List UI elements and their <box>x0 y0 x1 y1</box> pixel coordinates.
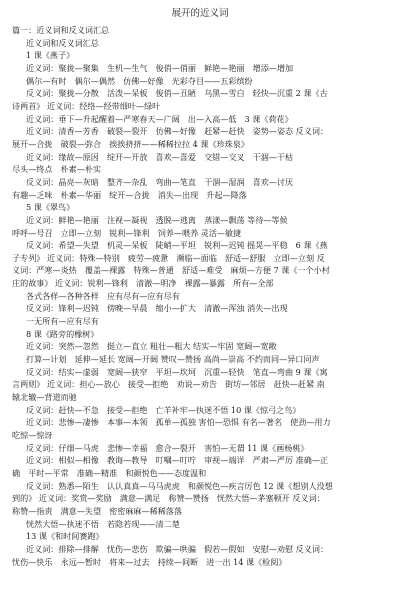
text-line: 偶尔—有时 偶尔—偶然 仿佛—好像 光彩夺目——五彩缤纷 <box>26 75 253 86</box>
text-line: 诗两首》 近义词：经络—经带细叶—绿叶 <box>12 100 161 111</box>
text-line: 义词：严寒—炎热 覆盖—裸露 特殊—普通 舒适—难受 麻烦—方便 7 课《一个小村 <box>12 265 330 276</box>
text-line: 一无所有—应有尽有 <box>26 316 99 327</box>
text-line: 打算—计划 延伸—延长 宽阔—开阔 赞叹—赞扬 高尚—崇高 不约而同—异口同声 <box>26 354 320 365</box>
text-line: 反义词：结实—虚弱 宽阔—狭窄 平坦—坎坷 沉重—轻快 笔直—弯曲 9 课《寓 <box>26 366 328 377</box>
text-line: 反义词：希望—失望 机灵—呆板 陡峭—平坦 锐利—迟钝 摇晃—平稳 6 课《燕 <box>26 240 328 251</box>
text-line: 反义词：熟悉—陌生 认认真真—马马虎虎 和颜悦色—疾言厉色 12 课《想别人没想 <box>26 480 333 491</box>
text-line: 言两则》 近义词：担心—放心 接受—拒绝 劝说—劝告 街坊—邻居 赶快—赶紧 南 <box>12 379 325 390</box>
text-line: 近义词：鲜艳—艳丽 注视—凝视 透脱—逃离 蒸漾—飘荡 等待—等候 <box>26 214 288 225</box>
text-line: 近义词：突然—忽然 挺立—直立 粗壮—粗大 结实—牢固 宽阔—宽敞 <box>26 341 277 352</box>
text-line: 称赞—指责 满意—失望 密密麻麻—稀稀落落 <box>12 505 182 516</box>
text-line: 反义词：仔细—马虎 悲惨—幸福 愈合—裂开 害怕—无谓 11 课《画杨桃》 <box>26 442 309 453</box>
text-line: 反义词：锋利—迟钝 傍晚—早晨 缩小—扩大 清澈—浑浊 消失—出现 <box>26 303 288 314</box>
text-line: 8 课《路旁的橡树》 <box>26 328 99 339</box>
text-line: 近义词：排除—排解 忧伤—悲伤 欺骗—哄骗 假若—假如 安慰—劝慰 反义词： <box>26 543 329 554</box>
text-line: 篇一：近义词和反义词汇总 <box>12 25 110 35</box>
text-line: 近义词和反义词汇总 <box>26 37 99 48</box>
text-line: 反义词：聚拢—分散 活泼—呆板 俊俏—丑陋 乌黑—雪白 轻快—沉重 2 课《古 <box>26 88 328 99</box>
text-line: 恍然大悟—执迷不悟 若隐若现——清二楚 <box>26 518 180 529</box>
text-line: 近义词：相似—相像 教诲—教导 叮嘱—叮咛 审视—端详 严肃—严厉 准确—正 <box>26 455 329 466</box>
text-line: 5 课《翠鸟》 <box>26 202 75 213</box>
text-line: 呼呼—号召 立即—立刻 锐利—锋利 饲养—喂养 灵活—敏捷 <box>12 227 242 238</box>
text-line: 有趣—乏味 朴素—华丽 绽开—合拢 消失—出现 升起—降落 <box>12 189 247 200</box>
text-line: 庄的故事》 近义词：锐利—锋利 清澈—明净 裸露—暴露 所有—全部 <box>12 278 274 289</box>
text-line: 各式各样—各种各样 应有尽有—应有尽有 <box>26 290 180 301</box>
text-line: 近义词：悲惨—凄惨 本事—本领 孤单—孤独 害怕—恐惧 有名—著名 使劲—用力 <box>26 417 331 428</box>
text-line: 近义词：垂下—升起醒着—严寒春天—广阔 出—入高—低 3 课《荷花》 <box>26 113 293 124</box>
text-line: 忧伤—快乐 永远—暂时 将来—过去 持续—间断 进一出 14 课《检阅》 <box>12 556 287 567</box>
text-line: 确 平时—平常 准确—精准 和颜悦色——态度温和 <box>12 467 207 478</box>
text-line: 近义词：清香—芳香 破裂—裂开 仿佛—好像 赶紧—赶快 姿势—姿态 反义词： <box>26 126 329 137</box>
text-line: 展开—合拢 破裂—弥合 挨挨挤挤——稀稀拉拉 4 课《珍珠泉》 <box>12 138 249 149</box>
text-line: 近义词：缘故—原因 绽开—开放 喜欢—喜爱 交错—交叉 干涸—干枯 <box>26 151 294 162</box>
text-line: 13 课《和时间赛跑》 <box>26 531 104 542</box>
document-body <box>12 24 388 568</box>
text-line: 到的》 近义词：奖赏—奖励 满意—满足 称赞—赞扬 恍然大悟—茅塞顿开 反义词： <box>12 493 325 504</box>
text-line: 尽头—终点 朴素—朴实 <box>12 164 102 175</box>
text-line: 吃惊—惊讶 <box>12 430 53 440</box>
text-line: 近义词：聚拢—聚集 生机—生气 俊俏—俏丽 鲜艳—艳丽 增添—增加 <box>26 62 294 73</box>
text-line: 子专列》 近义词：特殊—特别 疲劳—疲惫 濒临—面临 舒适—舒服 立即—立刻 反 <box>12 252 325 263</box>
text-line: 反义词：晶亮—灰暗 整齐—杂乱 弯曲—笔直 干涸—湿润 喜欢—讨厌 <box>26 176 294 187</box>
text-line: 反义词：赶快—不急 接受—拒绝 亡羊补牢—执迷不悟 10 课《惊弓之鸟》 <box>26 404 301 415</box>
text-line: 辕北辙—背道而驰 <box>12 392 77 403</box>
document-title: 展开的近义词 <box>171 8 229 19</box>
text-line: 1 课《燕子》 <box>26 50 75 61</box>
